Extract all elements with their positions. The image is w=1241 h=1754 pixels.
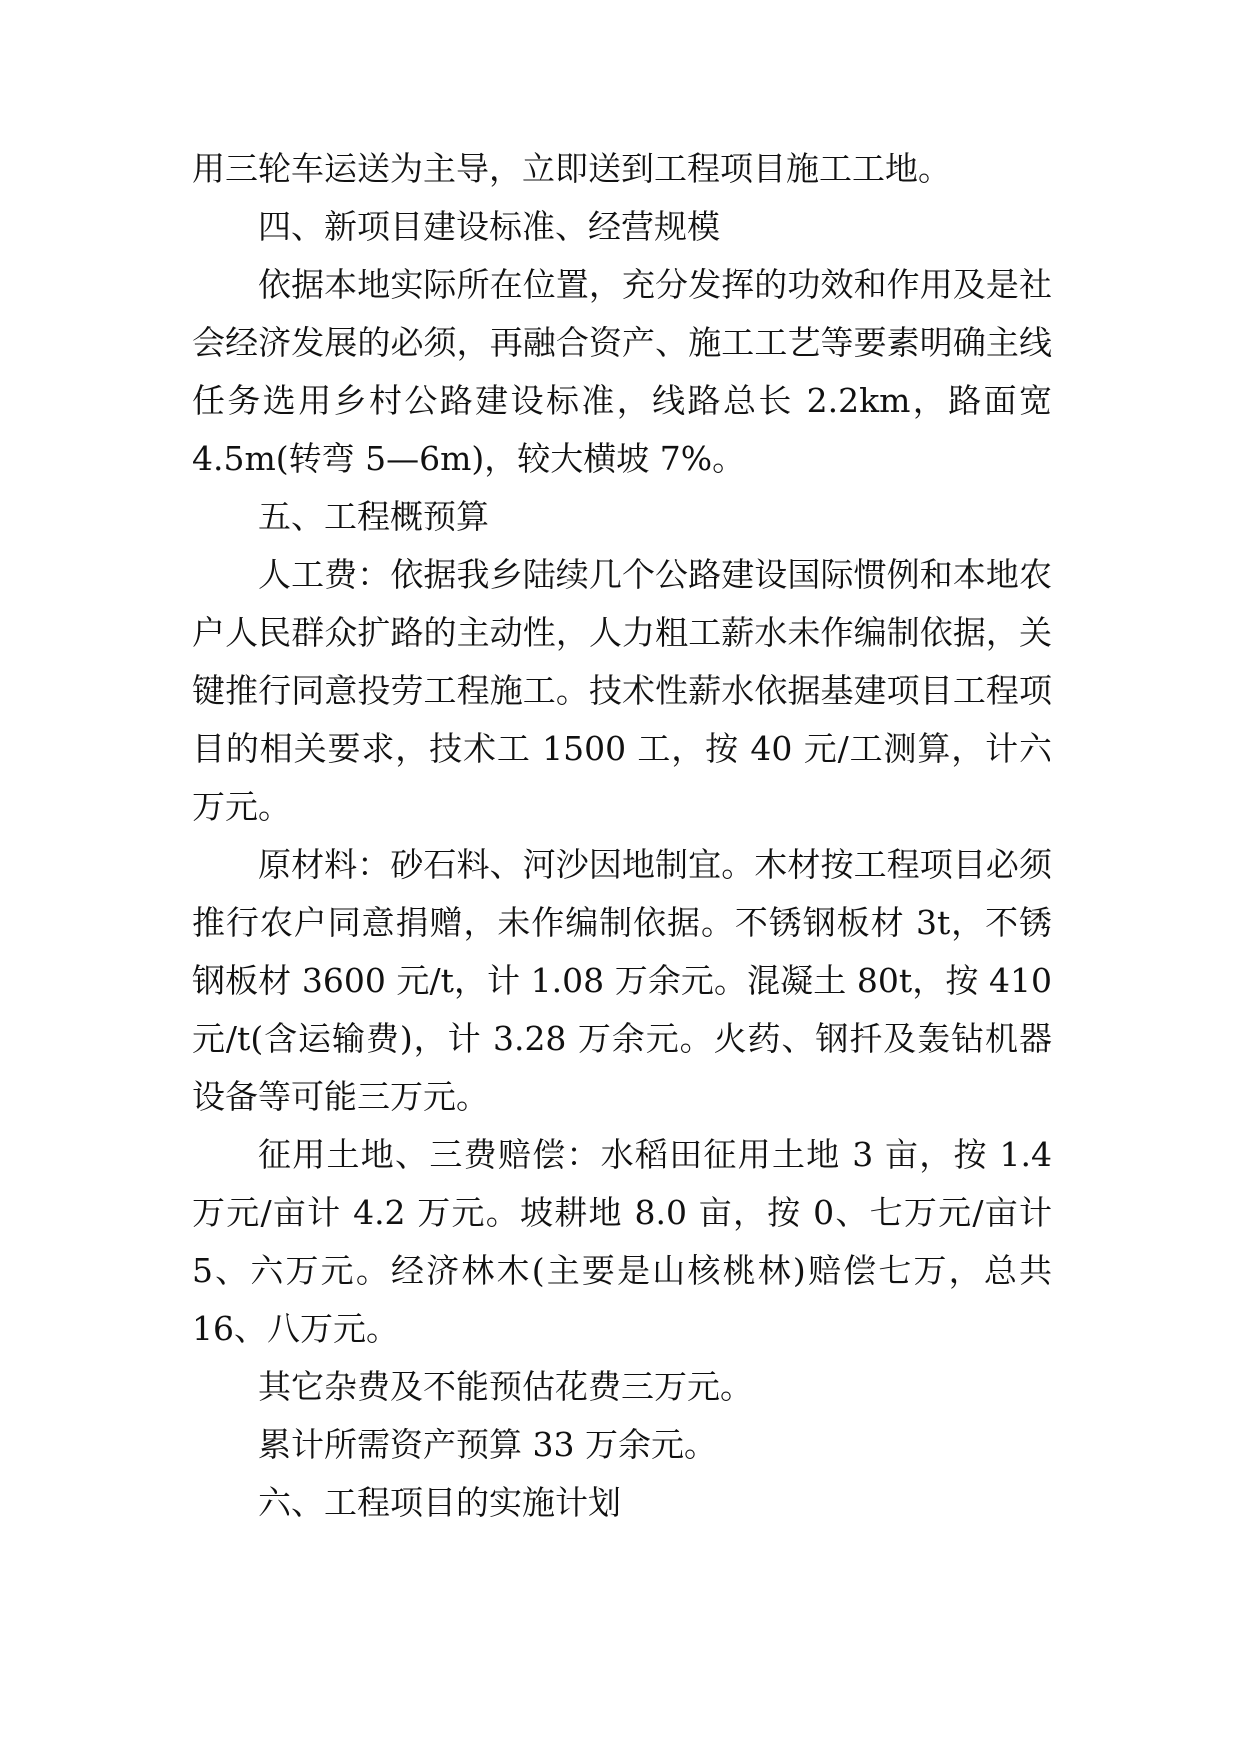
paragraph-labor-cost: 人工费：依据我乡陆续几个公路建设国际惯例和本地农户人民群众扩路的主动性，人力粗工薪水未作编制依据，关键推行同意投劳工程施工。技术性薪水依据基建项目工程项目的相关要求，技术工 1500 工，按 40 元/工测算，计六万元。 <box>192 555 1052 826</box>
paragraph-materials-cost: 原材料：砂石料、河沙因地制宜。木材按工程项目必须推行农户同意捐赠，未作编制依据。不锈钢板材 3t，不锈钢板材 3600 元/t，计 1.08 万余元。混凝土 80t，按 410 元/t(含运输费)，计 3.28 万余元。火药、钢扦及轰钻机器设备等可能三万元。 <box>192 845 1052 1116</box>
paragraph-misc-cost: 其它杂费及不能预估花费三万元。 <box>258 1367 753 1406</box>
heading-budget: 五、工程概预算 <box>258 497 489 536</box>
document-page <box>192 140 1052 1532</box>
heading-implementation-plan: 六、工程项目的实施计划 <box>258 1483 621 1522</box>
paragraph-road-standard: 依据本地实际所在位置，充分发挥的功效和作用及是社会经济发展的必须，再融合资产、施工工艺等要素明确主线任务选用乡村公路建设标准，线路总长 2.2km，路面宽 4.5m(转弯 5—6m)，较大横坡 7%。 <box>192 265 1052 478</box>
paragraph-total-budget: 累计所需资产预算 33 万余元。 <box>258 1425 717 1464</box>
paragraph-transport: 用三轮车运送为主导，立即送到工程项目施工工地。 <box>192 149 951 188</box>
heading-construction-standard: 四、新项目建设标准、经营规模 <box>258 207 720 246</box>
paragraph-land-compensation: 征用土地、三费赔偿：水稻田征用土地 3 亩，按 1.4 万元/亩计 4.2 万元。坡耕地 8.0 亩，按 0、七万元/亩计 5、六万元。经济林木(主要是山核桃林)赔偿七万，总共 16、八万元。 <box>192 1135 1052 1348</box>
